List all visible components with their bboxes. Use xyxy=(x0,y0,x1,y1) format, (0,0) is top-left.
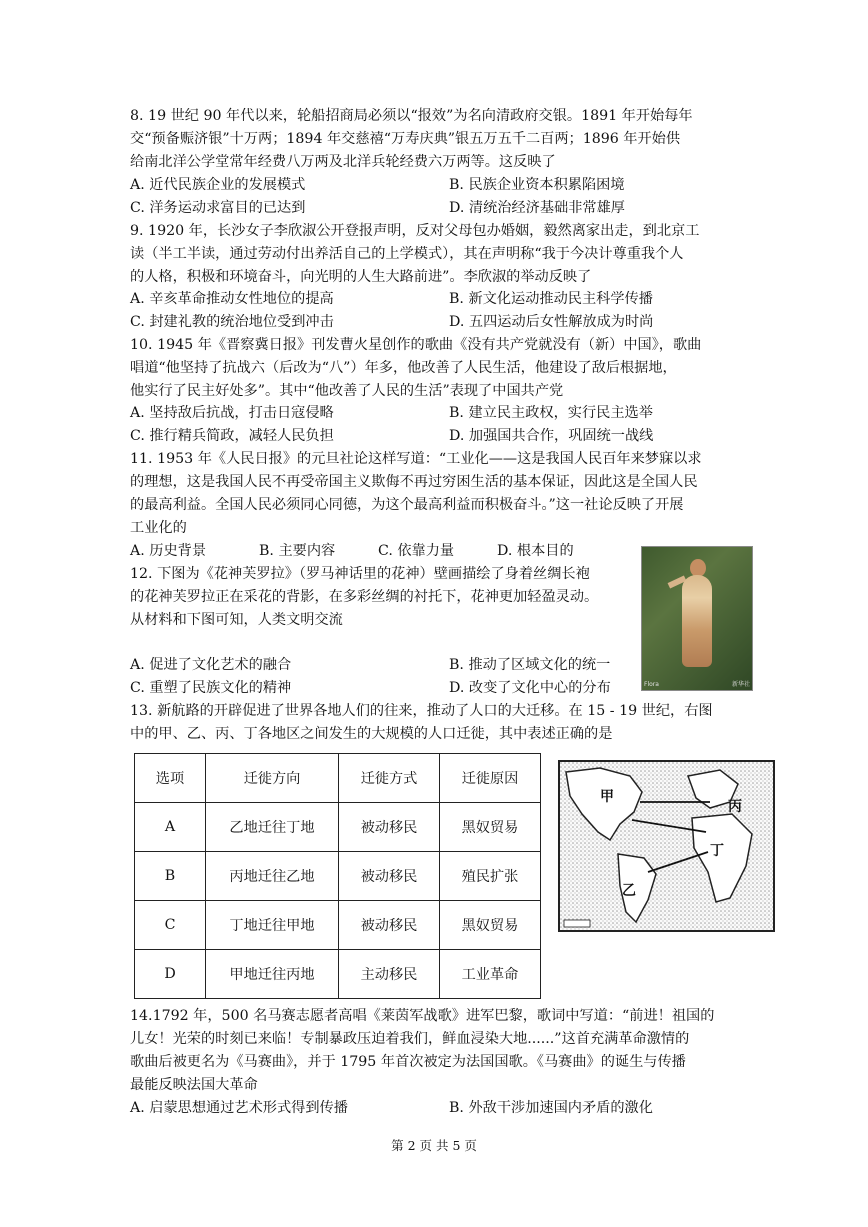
table-cell: A xyxy=(135,803,206,852)
table-cell: 被动移民 xyxy=(339,803,440,852)
table-row xyxy=(135,803,541,852)
table-header: 迁徙方向 xyxy=(206,754,339,803)
q10-option-c: C. 推行精兵简政，减轻人民负担 xyxy=(130,428,334,444)
q13-line-1: 13. 新航路的开辟促进了世界各地人们的往来，推动了人口的大迁移。在 15 - 19 世纪，右图 xyxy=(130,703,713,719)
page-footer: 第 2 页 共 5 页 xyxy=(391,1138,477,1153)
image-caption-left: Flora xyxy=(644,681,659,688)
table-header: 选项 xyxy=(135,754,206,803)
table-cell: 乙地迁往丁地 xyxy=(206,803,339,852)
q8-option-b: B. 民族企业资本积累陷困境 xyxy=(449,177,625,193)
q12-option-d: D. 改变了文化中心的分布 xyxy=(449,680,611,696)
table-row xyxy=(135,950,541,999)
q10-line-1: 10. 1945 年《晋察冀日报》刊发曹火星创作的歌曲《没有共产党就没有（新）中国》，歌曲 xyxy=(130,337,702,353)
table-cell: 工业革命 xyxy=(440,950,541,999)
q9-line-2: 读（半工半读，通过劳动付出养活自己的上学模式），其在声明称“我于今决计尊重我个人 xyxy=(130,246,684,262)
figure-robe xyxy=(682,575,712,667)
table-cell: 主动移民 xyxy=(339,950,440,999)
q12-line-1: 12. 下图为《花神芙罗拉》（罗马神话里的花神）壁画描绘了身着丝绸长袍 xyxy=(130,566,590,582)
table-header-row xyxy=(135,754,541,803)
q12-line-2: 的花神芙罗拉正在采花的背影，在多彩丝绸的衬托下，花神更加轻盈灵动。 xyxy=(130,589,599,605)
table-row xyxy=(135,852,541,901)
table-cell: D xyxy=(135,950,206,999)
q10-option-a: A. 坚持敌后抗战，打击日寇侵略 xyxy=(130,405,334,421)
q14-line-3: 歌曲后被更名为《马赛曲》，并于 1795 年首次被定为法国国歌。《马赛曲》的诞生与传播 xyxy=(130,1054,686,1070)
table-cell: 殖民扩张 xyxy=(440,852,541,901)
q9-option-b: B. 新文化运动推动民主科学传播 xyxy=(449,291,653,307)
table-row xyxy=(135,901,541,950)
q14-line-2: 儿女！光荣的时刻已来临！专制暴政压迫着我们，鲜血浸染大地......”这首充满革命激情的 xyxy=(130,1031,690,1047)
q13-line-2: 中的甲、乙、丙、丁各地区之间发生的大规模的人口迁徙，其中表述正确的是 xyxy=(130,726,613,742)
image-caption-right: 新华社 xyxy=(731,681,750,688)
q14-option-b: B. 外敌干涉加速国内矛盾的激化 xyxy=(449,1100,653,1116)
table-header: 迁徙原因 xyxy=(440,754,541,803)
table-cell: 甲地迁往丙地 xyxy=(206,950,339,999)
q8-line-3: 给南北洋公学堂常年经费八万两及北洋兵轮经费六万两等。这反映了 xyxy=(130,154,556,170)
q12-option-a: A. 促进了文化艺术的融合 xyxy=(130,657,292,673)
table-cell: 丁地迁往甲地 xyxy=(206,901,339,950)
q14-line-4: 最能反映法国大革命 xyxy=(130,1077,258,1093)
q10-option-b: B. 建立民主政权，实行民主选举 xyxy=(449,405,653,421)
q11-option-a: A. 历史背景 xyxy=(130,543,207,559)
q12-line-3: 从材料和下图可知，人类文明交流 xyxy=(130,612,343,628)
table-cell: 丙地迁往乙地 xyxy=(206,852,339,901)
map-label-bing: 丙 xyxy=(728,799,742,815)
q12-option-b: B. 推动了区域文化的统一 xyxy=(449,657,611,673)
q11-option-d: D. 根本目的 xyxy=(497,543,574,559)
map-drawing xyxy=(560,762,773,930)
map-label-ding: 丁 xyxy=(710,843,724,859)
q8-option-c: C. 洋务运动求富目的已达到 xyxy=(130,200,306,216)
flora-fresco-image xyxy=(641,546,753,691)
q9-line-1: 9. 1920 年，长沙女子李欣淑公开登报声明，反对父母包办婚姻，毅然离家出走，到北京工 xyxy=(130,223,700,239)
map-label-yi: 乙 xyxy=(622,883,636,899)
migration-table xyxy=(134,753,541,999)
q12-option-c: C. 重塑了民族文化的精神 xyxy=(130,680,292,696)
table-cell: B xyxy=(135,852,206,901)
table-header: 迁徙方式 xyxy=(339,754,440,803)
q11-option-c: C. 依靠力量 xyxy=(378,543,455,559)
q10-line-2: 唱道“他坚持了抗战六（后改为“八”）年多，他改善了人民生活，他建设了敌后根据地， xyxy=(130,360,677,376)
table-cell: C xyxy=(135,901,206,950)
table-cell: 被动移民 xyxy=(339,852,440,901)
map-label-jia: 甲 xyxy=(600,789,614,805)
map-scale-bar xyxy=(564,920,590,927)
table-cell: 黑奴贸易 xyxy=(440,803,541,852)
q10-line-3: 他实行了民主好处多”。其中“他改善了人民的生活”表现了中国共产党 xyxy=(130,383,564,399)
q11-line-2: 的理想，这是我国人民不再受帝国主义欺侮不再过穷困生活的基本保证，因此这是全国人民 xyxy=(130,474,698,490)
q8-line-1: 8. 19 世纪 90 年代以来，轮船招商局必须以“报效”为名向清政府交银。1891 年开始每年 xyxy=(130,108,693,124)
q9-line-3: 的人格，积极和环境奋斗，向光明的人生大路前进”。李欣淑的举动反映了 xyxy=(130,269,592,285)
q9-option-c: C. 封建礼教的统治地位受到冲击 xyxy=(130,314,334,330)
q11-option-b: B. 主要内容 xyxy=(259,543,336,559)
table-cell: 黑奴贸易 xyxy=(440,901,541,950)
q8-option-d: D. 清统治经济基础非常雄厚 xyxy=(449,200,625,216)
q14-line-1: 14.1792 年，500 名马赛志愿者高唱《莱茵军战歌》进军巴黎，歌词中写道：“前进！祖国的 xyxy=(130,1008,715,1024)
q9-option-d: D. 五四运动后女性解放成为时尚 xyxy=(449,314,654,330)
q10-option-d: D. 加强国共合作，巩固统一战线 xyxy=(449,428,654,444)
world-map-image xyxy=(558,760,775,932)
q9-option-a: A. 辛亥革命推动女性地位的提高 xyxy=(130,291,334,307)
q8-line-2: 交“预备赈济银”十万两；1894 年交慈禧“万寿庆典”银五万五千二百两；1896 年开始供 xyxy=(130,131,681,147)
q14-option-a: A. 启蒙思想通过艺术形式得到传播 xyxy=(130,1100,348,1116)
q11-line-1: 11. 1953 年《人民日报》的元旦社论这样写道：“工业化——这是我国人民百年来梦寐以求 xyxy=(130,451,702,467)
q8-option-a: A. 近代民族企业的发展模式 xyxy=(130,177,306,193)
q11-line-3: 的最高利益。全国人民必须同心同德，为这个最高利益而积极奋斗。”这一社论反映了开展 xyxy=(130,497,684,513)
table-cell: 被动移民 xyxy=(339,901,440,950)
q11-line-4: 工业化的 xyxy=(130,520,187,536)
